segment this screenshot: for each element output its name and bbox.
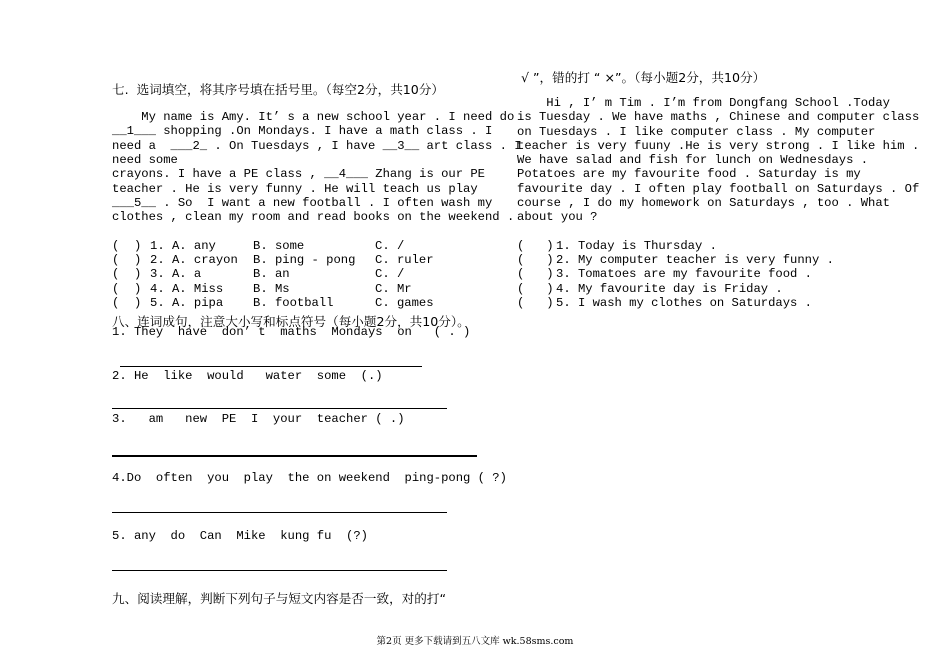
sentence-item: 4.Do often you play the on weekend ping-pong ( ?) — [112, 471, 507, 485]
sentence-item: 2. He like would water some (.) — [112, 369, 383, 383]
passage-line: We have salad and fish for lunch on Wednesdays . — [517, 153, 869, 167]
judgement-text: 3. Tomatoes are my favourite food . — [556, 267, 812, 281]
answer-line[interactable] — [112, 455, 477, 457]
answer-paren[interactable]: ( ) — [112, 253, 142, 267]
judgement-text: 1. Today is Thursday . — [556, 239, 717, 253]
sentence-item: 1. They have don’ t maths Mondays on ( . ) — [112, 325, 471, 339]
option-c: C. games — [375, 296, 434, 310]
answer-paren[interactable]: ( ) — [517, 282, 554, 296]
answer-paren[interactable]: ( ) — [112, 239, 142, 253]
sentence-item: 3. am new PE I your teacher ( .) — [112, 412, 405, 426]
option-b: B. some — [253, 239, 305, 253]
option-c: C. / — [375, 267, 405, 281]
passage-line: on Tuesdays . I like computer class . My computer — [517, 125, 876, 139]
option-b: B. ping - pong — [253, 253, 356, 267]
passage-line: favourite day . I often play football on Saturdays . Of — [517, 182, 920, 196]
passage-line: __1___ shopping .On Mondays. I have a math class . I — [112, 124, 493, 138]
passage-line: Potatoes are my favourite food . Saturday is my — [517, 167, 861, 181]
passage-line: need some — [112, 153, 178, 167]
answer-paren[interactable]: ( ) — [112, 282, 142, 296]
judgement-text: 5. I wash my clothes on Saturdays . — [556, 296, 812, 310]
passage-line: need a ___2_ . On Tuesdays , I have __3__ art class . I — [112, 139, 522, 153]
passage-line: My name is Amy. It’ s a new school year . I need do — [112, 110, 515, 124]
option-a: 5. A. pipa — [150, 296, 224, 310]
option-a: 4. A. Miss — [150, 282, 224, 296]
option-a: 3. A. a — [150, 267, 202, 281]
option-b: B. Ms — [253, 282, 290, 296]
passage-line: Hi , I’ m Tim . I’m from Dongfang School .Today — [517, 96, 890, 110]
passage-line: about you ? — [517, 210, 598, 224]
option-c: C. / — [375, 239, 405, 253]
answer-line[interactable] — [112, 512, 447, 513]
answer-paren[interactable]: ( ) — [517, 239, 554, 253]
section9-heading-continued: √ ”，错的打 “ ×”。（每小题2分，共10分） — [521, 70, 766, 85]
sentence-item: 5. any do Can Mike kung fu (?) — [112, 529, 368, 543]
passage-line: ___5__ . So I want a new football . I often wash my — [112, 196, 493, 210]
passage-line: crayons. I have a PE class , __4___ Zhang is our PE — [112, 167, 485, 181]
answer-line[interactable] — [112, 408, 447, 409]
answer-paren[interactable]: ( ) — [517, 296, 554, 310]
section9-heading: 九、阅读理解，判断下列句子与短文内容是否一致，对的打“ — [112, 591, 446, 606]
section8-heading: 八、连词成句，注意大小写和标点符号（每小题2分，共10分）。 — [112, 314, 470, 329]
answer-paren[interactable]: ( ) — [112, 267, 142, 281]
judgement-text: 4. My favourite day is Friday . — [556, 282, 783, 296]
option-c: C. Mr — [375, 282, 412, 296]
answer-line[interactable] — [120, 366, 422, 367]
passage-line: teacher is very fuuny .He is very strong . I like him . — [517, 139, 920, 153]
passage-line: clothes , clean my room and read books on the weekend . — [112, 210, 515, 224]
answer-paren[interactable]: ( ) — [112, 296, 142, 310]
option-b: B. an — [253, 267, 290, 281]
answer-paren[interactable]: ( ) — [517, 267, 554, 281]
option-c: C. ruler — [375, 253, 434, 267]
passage-line: is Tuesday . We have maths , Chinese and computer class — [517, 110, 920, 124]
judgement-text: 2. My computer teacher is very funny . — [556, 253, 834, 267]
page-footer: 第2页 更多下载请到五八文库 wk.58sms.com — [376, 636, 574, 647]
option-a: 1. A. any — [150, 239, 216, 253]
passage-line: teacher . He is very funny . He will teach us play — [112, 182, 478, 196]
option-b: B. football — [253, 296, 334, 310]
answer-paren[interactable]: ( ) — [517, 253, 554, 267]
answer-line[interactable] — [112, 570, 447, 571]
section7-heading: 七. 选词填空，将其序号填在括号里。（每空2分，共10分） — [112, 82, 444, 97]
option-a: 2. A. crayon — [150, 253, 238, 267]
passage-line: course , I do my homework on Saturdays , too . What — [517, 196, 890, 210]
